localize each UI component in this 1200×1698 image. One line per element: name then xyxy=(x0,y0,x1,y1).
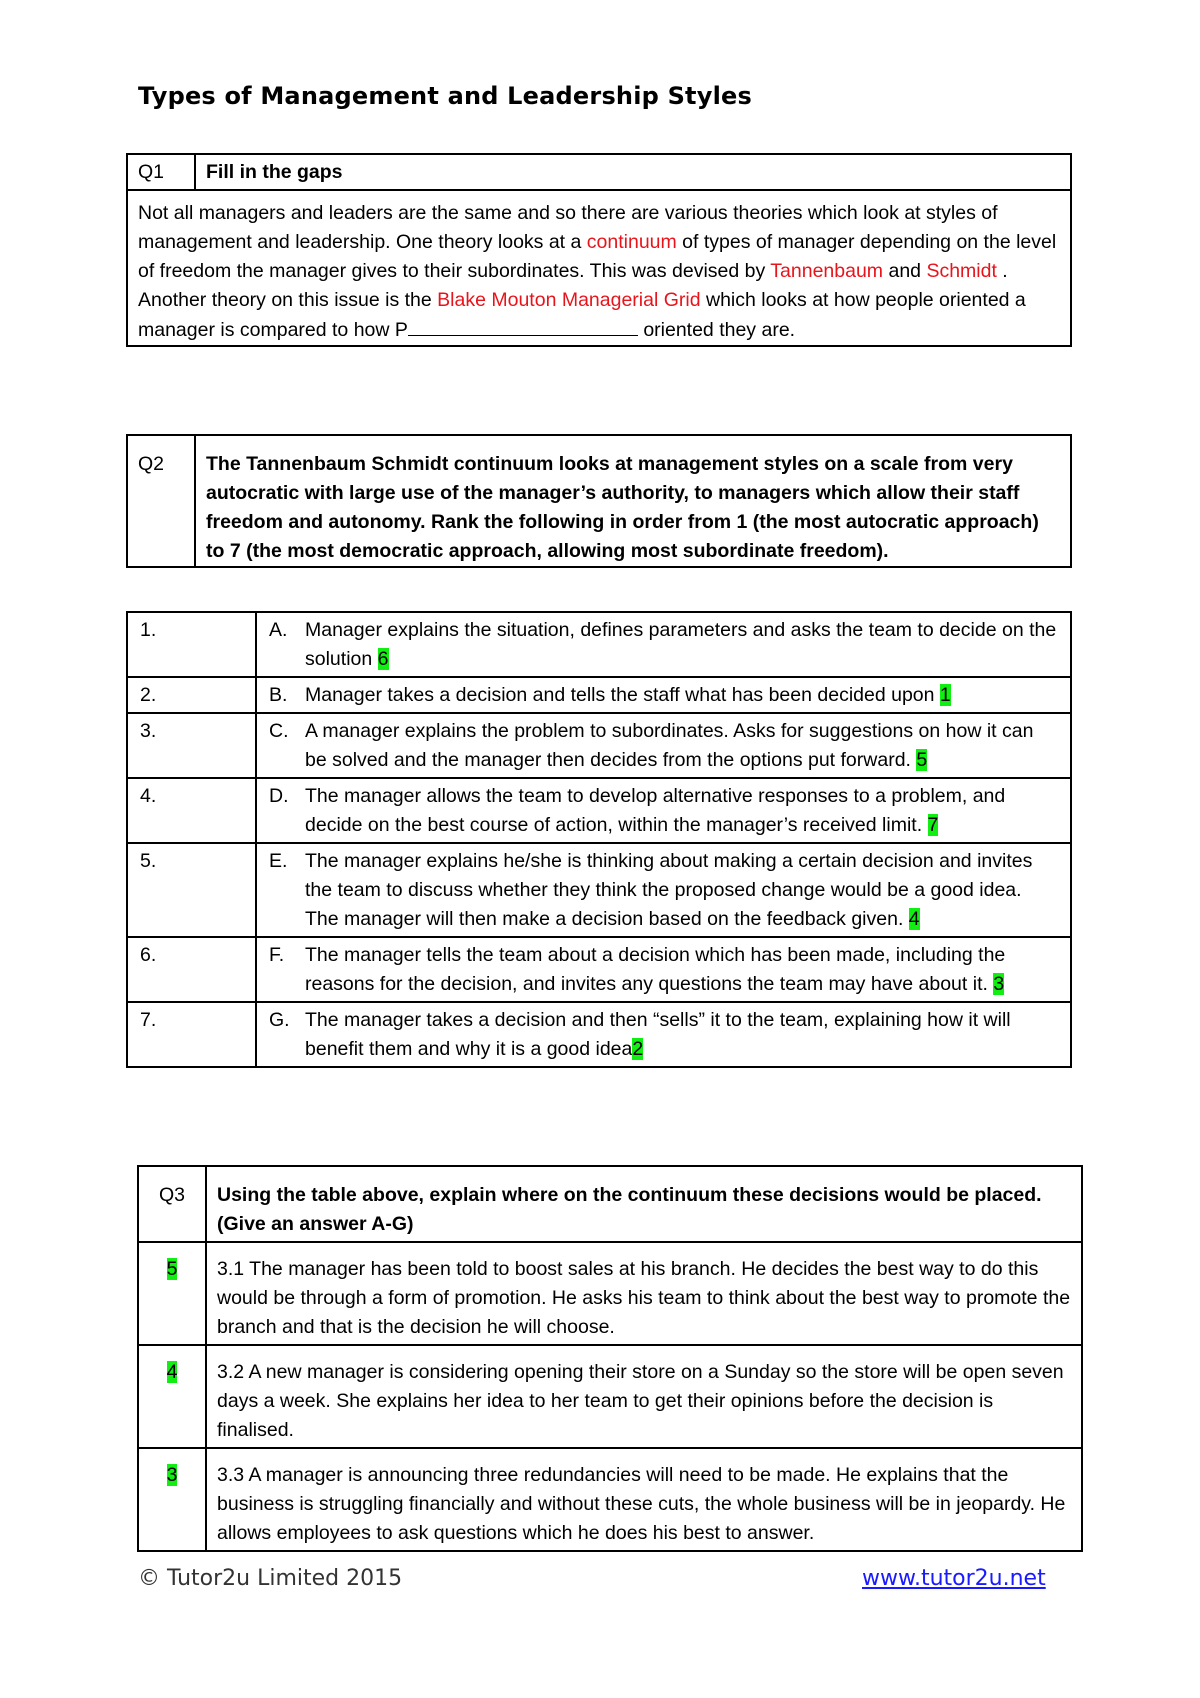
option-answer: 1 xyxy=(939,684,951,706)
rank-number: 6. xyxy=(127,937,256,1002)
option-text: A manager explains the problem to subordinates. Asks for suggestions on how it can be solved and the manager then decides from the options put forward. xyxy=(305,720,1034,771)
q2-text: The Tannenbaum Schmidt continuum looks at management styles on a scale from very autocratic with large use of the manager’s authority, to managers which allow their staff freedom and autonomy. Rank the following in order from 1 (the most autocratic approach) to 7 (the most democratic approach, allowing most subordinate freedom). xyxy=(195,435,1071,567)
ranking-row xyxy=(127,937,1071,1002)
option-answer: 3 xyxy=(993,973,1005,995)
q3-row xyxy=(138,1242,1082,1345)
q3-table xyxy=(137,1165,1083,1552)
rank-option xyxy=(256,612,1071,677)
q3-scenario: 3.3 A manager is announcing three redundancies will need to be made. He explains that the business is struggling financially and without these cuts, the whole business will be in jeopardy. He allows employees to ask questions which he does his best to answer. xyxy=(206,1448,1082,1551)
option-letter: G. xyxy=(269,1009,290,1031)
q1-heading: Fill in the gaps xyxy=(195,154,1071,190)
option-letter: D. xyxy=(269,785,289,807)
rank-number: 5. xyxy=(127,843,256,937)
ranking-row xyxy=(127,677,1071,713)
q3-scenario: 3.2 A new manager is considering opening their store on a Sunday so the store will be open seven days a week. She explains her idea to her team to get their opinions before the decision is finalised. xyxy=(206,1345,1082,1448)
q1-text-6: oriented they are. xyxy=(643,319,796,341)
ranking-row xyxy=(127,1002,1071,1067)
option-text: The manager allows the team to develop alternative responses to a problem, and decide on the best course of action, within the manager’s received limit. xyxy=(305,785,1006,836)
footer-copyright: © Tutor2u Limited 2015 xyxy=(138,1566,403,1591)
rank-option xyxy=(256,778,1071,843)
option-answer: 6 xyxy=(377,648,389,670)
rank-option xyxy=(256,677,1071,713)
q1-text-4: . Another theory on this issue is the xyxy=(138,260,1008,311)
q1-text-1: Not all managers and leaders are the same and so there are various theories which look at styles of management and leadership. One theory looks at a xyxy=(138,202,998,253)
option-letter: F. xyxy=(269,944,285,966)
rank-number: 4. xyxy=(127,778,256,843)
rank-option xyxy=(256,713,1071,778)
rank-option xyxy=(256,843,1071,937)
q1-number: Q1 xyxy=(127,154,195,190)
option-letter: C. xyxy=(269,720,289,742)
ranking-row xyxy=(127,713,1071,778)
rank-option xyxy=(256,1002,1071,1067)
option-letter: E. xyxy=(269,850,288,872)
option-answer: 7 xyxy=(927,814,939,836)
q1-answer-tannenbaum: Tannenbaum xyxy=(770,260,884,282)
option-answer: 4 xyxy=(908,908,920,930)
option-text: Manager takes a decision and tells the staff what has been decided upon xyxy=(305,684,940,706)
rank-number: 7. xyxy=(127,1002,256,1067)
option-text: The manager explains he/she is thinking about making a certain decision and invites the team to discuss whether they think the proposed change would be a good idea. The manager will then make a decision based on the feedback given. xyxy=(305,850,1033,930)
rank-number: 1. xyxy=(127,612,256,677)
q3-answer-cell xyxy=(138,1242,206,1345)
q3-row xyxy=(138,1345,1082,1448)
ranking-row xyxy=(127,778,1071,843)
q3-answer: 5 xyxy=(166,1258,178,1280)
q1-answer-schmidt: Schmidt xyxy=(926,260,997,282)
q1-blank-line xyxy=(408,315,638,336)
q1-table xyxy=(126,153,1072,347)
q1-text-2: of types of manager depending on the level of freedom the manager gives to their subordinates. This was devised by xyxy=(138,231,1057,282)
q3-answer: 4 xyxy=(166,1361,178,1383)
option-letter: B. xyxy=(269,684,288,706)
q3-answer: 3 xyxy=(166,1464,178,1486)
option-answer: 2 xyxy=(632,1038,644,1060)
q3-row xyxy=(138,1448,1082,1551)
q3-answer-cell xyxy=(138,1448,206,1551)
q3-scenario: 3.1 The manager has been told to boost sales at his branch. He decides the best way to do this would be through a form of promotion. He asks his team to think about the best way to promote the branch and that is the decision he will choose. xyxy=(206,1242,1082,1345)
option-text: The manager takes a decision and then “sells” it to the team, explaining how it will benefit them and why it is a good idea xyxy=(305,1009,1011,1060)
q1-passage xyxy=(127,190,1071,346)
q3-heading: Using the table above, explain where on the continuum these decisions would be placed. (Give an answer A-G) xyxy=(206,1166,1082,1242)
ranking-row xyxy=(127,843,1071,937)
ranking-table xyxy=(126,611,1072,1068)
q3-number: Q3 xyxy=(138,1166,206,1242)
option-text: Manager explains the situation, defines parameters and asks the team to decide on the solution xyxy=(305,619,1057,670)
q2-number: Q2 xyxy=(127,435,195,567)
footer-link[interactable]: www.tutor2u.net xyxy=(862,1566,1046,1591)
rank-number: 3. xyxy=(127,713,256,778)
rank-option xyxy=(256,937,1071,1002)
option-text: The manager tells the team about a decision which has been made, including the reasons for the decision, and invites any questions the team may have about it. xyxy=(305,944,1006,995)
ranking-row xyxy=(127,612,1071,677)
q3-answer-cell xyxy=(138,1345,206,1448)
q1-answer-continuum: continuum xyxy=(586,231,677,253)
q1-answer-grid: Blake Mouton Managerial Grid xyxy=(437,289,701,311)
option-letter: A. xyxy=(269,619,288,641)
rank-number: 2. xyxy=(127,677,256,713)
q1-text-3: and xyxy=(883,260,927,282)
page-title: Types of Management and Leadership Styles xyxy=(138,82,752,110)
q1-text-5: which looks at how people oriented a manager is compared to how P xyxy=(138,289,1026,341)
option-answer: 5 xyxy=(916,749,928,771)
q2-table xyxy=(126,434,1072,568)
